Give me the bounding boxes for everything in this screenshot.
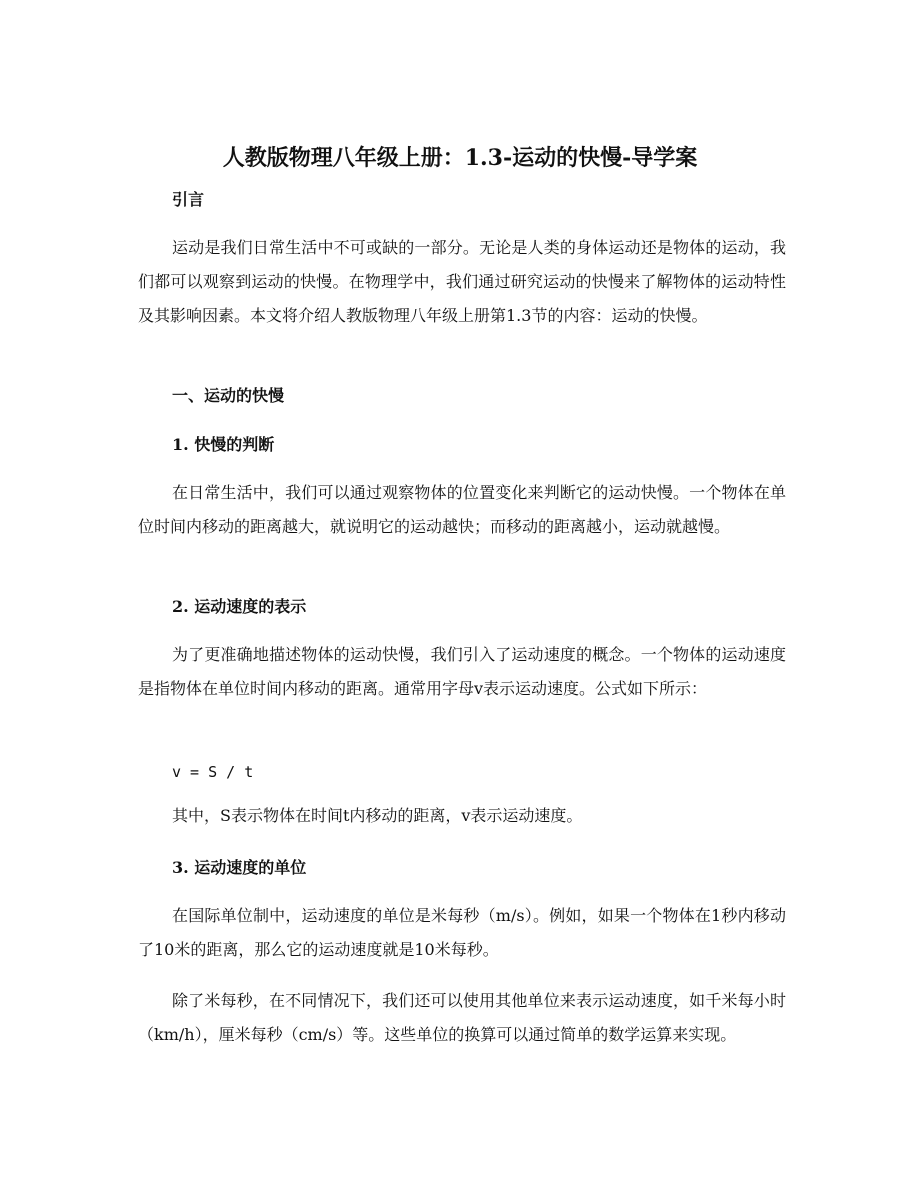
subsection-3-paragraph-2: 除了米每秒，在不同情况下，我们还可以使用其他单位来表示运动速度，如千米每小时（km/h），厘米每秒（cm/s）等。这些单位的换算可以通过简单的数学运算来实现。 bbox=[138, 991, 786, 1044]
subsection-1-heading: 1. 快慢的判断 bbox=[172, 435, 275, 454]
document-title: 人教版物理八年级上册：1.3-运动的快慢-导学案 bbox=[222, 145, 698, 171]
formula-explanation: 其中，S表示物体在时间t内移动的距离，v表示运动速度。 bbox=[172, 806, 583, 825]
subsection-3-heading: 3. 运动速度的单位 bbox=[172, 858, 307, 877]
intro-paragraph: 运动是我们日常生活中不可或缺的一部分。无论是人类的身体运动还是物体的运动，我们都可以观察到运动的快慢。在物理学中，我们通过研究运动的快慢来了解物体的运动特性及其影响因素。本文将介绍人教版物理八年级上册第1.3节的内容：运动的快慢。 bbox=[138, 238, 786, 325]
velocity-formula: v = S / t bbox=[172, 763, 254, 781]
subsection-1-paragraph: 在日常生活中，我们可以通过观察物体的位置变化来判断它的运动快慢。一个物体在单位时间内移动的距离越大，就说明它的运动越快；而移动的距离越小，运动就越慢。 bbox=[138, 483, 786, 536]
intro-heading: 引言 bbox=[172, 190, 205, 209]
subsection-2-heading: 2. 运动速度的表示 bbox=[172, 597, 307, 616]
subsection-3-paragraph-1: 在国际单位制中，运动速度的单位是米每秒（m/s）。例如，如果一个物体在1秒内移动了10米的距离，那么它的运动速度就是10米每秒。 bbox=[138, 906, 786, 959]
subsection-2-paragraph: 为了更准确地描述物体的运动快慢，我们引入了运动速度的概念。一个物体的运动速度是指物体在单位时间内移动的距离。通常用字母v表示运动速度。公式如下所示： bbox=[138, 645, 786, 698]
section-1-heading: 一、运动的快慢 bbox=[172, 386, 285, 405]
